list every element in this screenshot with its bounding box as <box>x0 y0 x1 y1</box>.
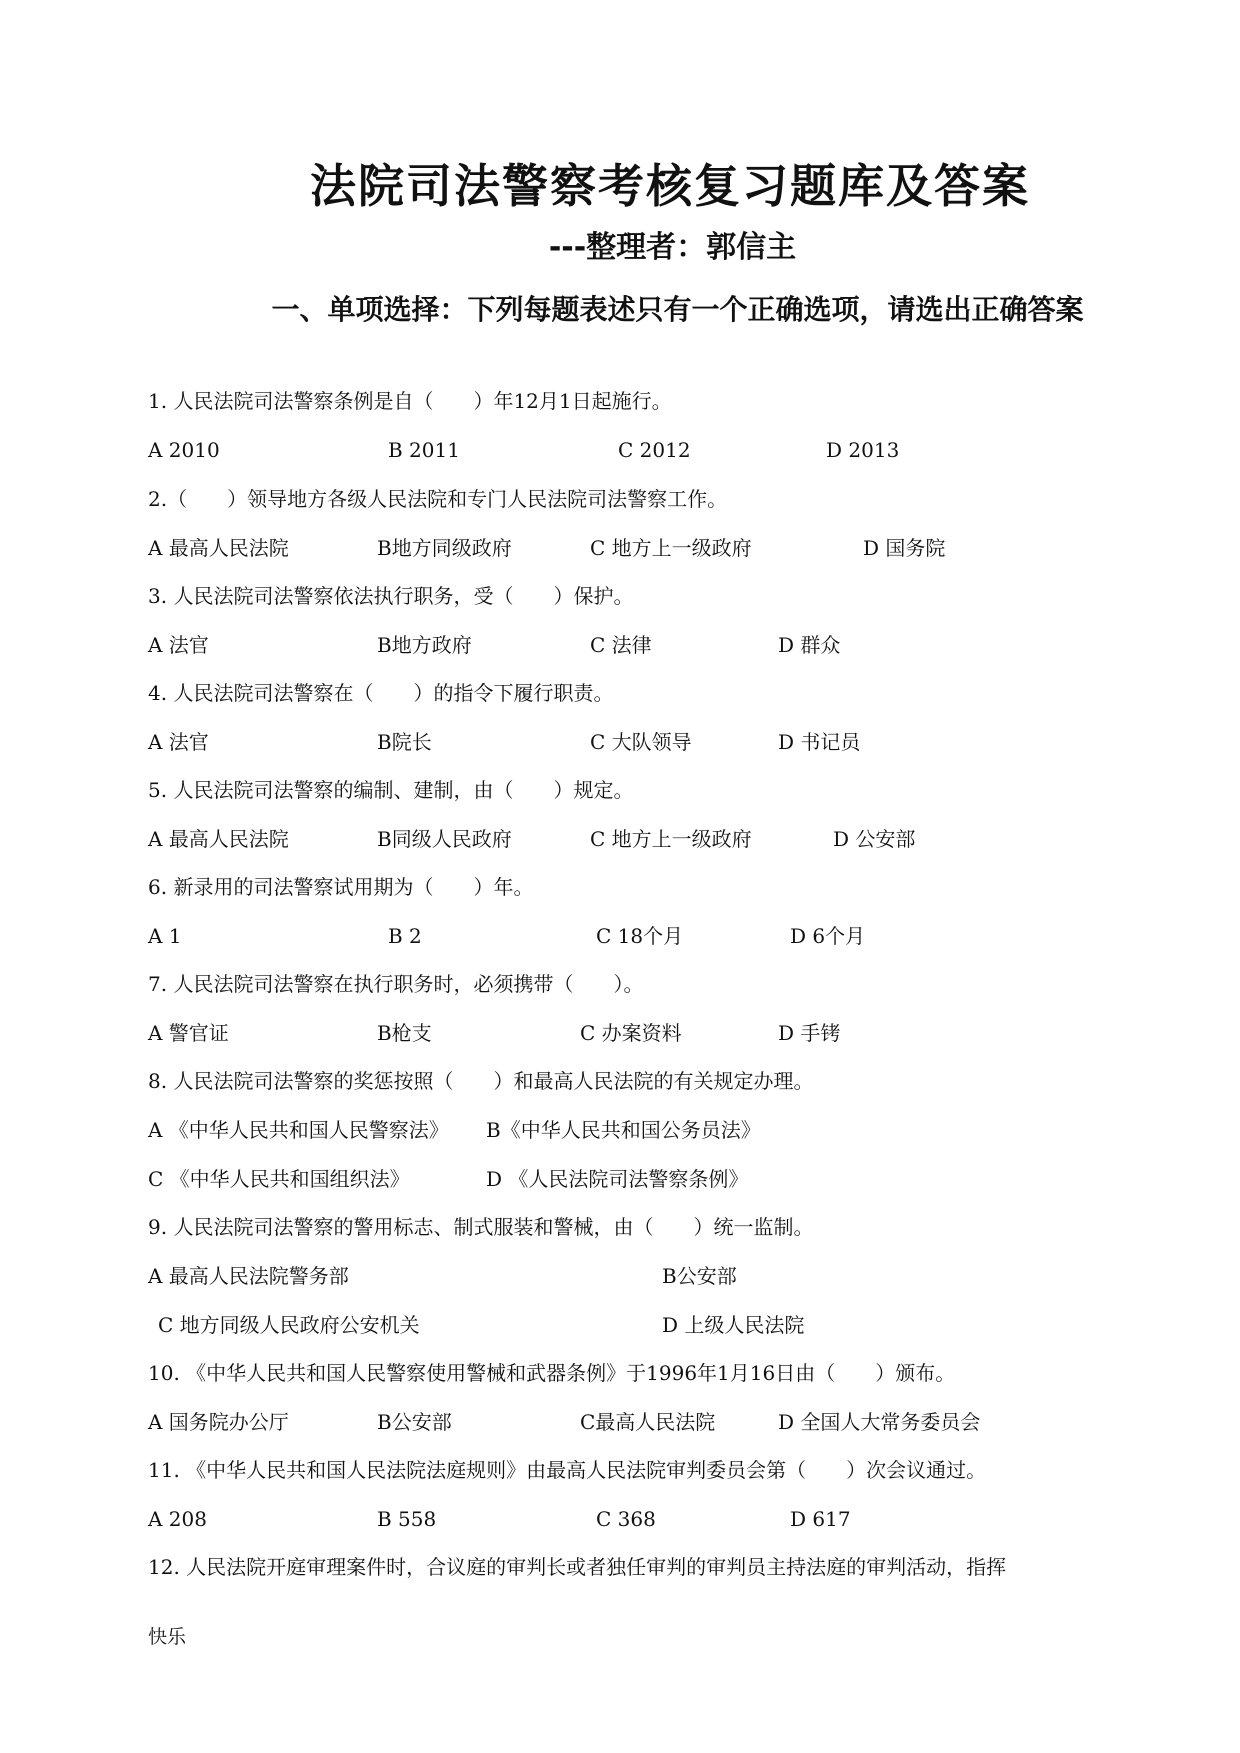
question-9: 9. 人民法院司法警察的警用标志、制式服装和警械，由（ ）统一监制。 <box>148 1215 814 1239</box>
q10-option-a: A 国务院办公厅 <box>148 1410 289 1434</box>
q7-option-a: A 警官证 <box>148 1021 229 1045</box>
question-1: 1. 人民法院司法警察条例是自（ ）年12月1日起施行。 <box>148 389 672 413</box>
q1-option-b: B 2011 <box>388 438 460 462</box>
q5-option-a: A 最高人民法院 <box>148 827 289 851</box>
q3-option-d: D 群众 <box>778 633 841 657</box>
q6-option-c: C 18个月 <box>596 924 684 948</box>
question-5: 5. 人民法院司法警察的编制、建制，由（ ）规定。 <box>148 778 634 802</box>
question-12: 12. 人民法院开庭审理案件时，合议庭的审判长或者独任审判的审判员主持法庭的审判活动，指挥 <box>148 1555 1007 1579</box>
q5-option-d: D 公安部 <box>833 827 916 851</box>
q6-option-a: A 1 <box>148 924 182 948</box>
q8-option-a: A 《中华人民共和国人民警察法》 <box>148 1118 449 1142</box>
q2-option-d: D 国务院 <box>863 536 946 560</box>
q7-option-d: D 手铐 <box>778 1021 841 1045</box>
q11-option-d: D 617 <box>790 1507 851 1531</box>
q9-option-d: D 上级人民法院 <box>662 1313 805 1337</box>
q5-option-c: C 地方上一级政府 <box>590 827 752 851</box>
q2-option-a: A 最高人民法院 <box>148 536 289 560</box>
question-6: 6. 新录用的司法警察试用期为（ ）年。 <box>148 875 534 899</box>
q9-option-b: B公安部 <box>662 1264 737 1288</box>
q4-option-c: C 大队领导 <box>590 730 692 754</box>
q4-option-b: B院长 <box>377 730 432 754</box>
q8-option-b: B《中华人民共和国公务员法》 <box>486 1118 761 1142</box>
q2-option-c: C 地方上一级政府 <box>590 536 752 560</box>
q11-option-a: A 208 <box>148 1507 207 1531</box>
q3-option-c: C 法律 <box>590 633 652 657</box>
q5-option-b: B同级人民政府 <box>377 827 512 851</box>
q6-option-b: B 2 <box>388 924 422 948</box>
q6-option-d: D 6个月 <box>790 924 866 948</box>
q10-option-b: B公安部 <box>377 1410 452 1434</box>
q3-option-a: A 法官 <box>148 633 209 657</box>
q1-option-d: D 2013 <box>826 438 900 462</box>
question-7: 7. 人民法院司法警察在执行职务时，必须携带（ ）。 <box>148 972 644 996</box>
q7-option-c: C 办案资料 <box>580 1021 682 1045</box>
q1-option-a: A 2010 <box>148 438 220 462</box>
page-footer: 快乐 <box>148 1626 187 1648</box>
q9-option-a: A 最高人民法院警务部 <box>148 1264 349 1288</box>
q3-option-b: B地方政府 <box>377 633 472 657</box>
q4-option-d: D 书记员 <box>778 730 861 754</box>
question-4: 4. 人民法院司法警察在（ ）的指令下履行职责。 <box>148 681 614 705</box>
question-8: 8. 人民法院司法警察的奖惩按照（ ）和最高人民法院的有关规定办理。 <box>148 1069 814 1093</box>
q11-option-c: C 368 <box>596 1507 656 1531</box>
q7-option-b: B枪支 <box>377 1021 432 1045</box>
compiler-line: ---整理者：郭信主 <box>548 230 797 265</box>
q9-option-c: C 地方同级人民政府公安机关 <box>158 1313 420 1337</box>
q10-option-d: D 全国人大常务委员会 <box>778 1410 981 1434</box>
q8-option-c: C 《中华人民共和国组织法》 <box>148 1167 410 1191</box>
q11-option-b: B 558 <box>377 1507 437 1531</box>
q8-option-d: D 《人民法院司法警察条例》 <box>486 1167 749 1191</box>
question-11: 11. 《中华人民共和国人民法院法庭规则》由最高人民法院审判委员会第（ ）次会议通过。 <box>148 1458 987 1482</box>
section-heading: 一、单项选择：下列每题表述只有一个正确选项，请选出正确答案 <box>271 293 1084 326</box>
question-3: 3. 人民法院司法警察依法执行职务，受（ ）保护。 <box>148 584 634 608</box>
q2-option-b: B地方同级政府 <box>377 536 512 560</box>
question-10: 10. 《中华人民共和国人民警察使用警械和武器条例》于1996年1月16日由（ ）颁布。 <box>148 1361 956 1385</box>
q1-option-c: C 2012 <box>618 438 691 462</box>
page-title: 法院司法警察考核复习题库及答案 <box>310 159 1030 213</box>
question-2: 2.（ ）领导地方各级人民法院和专门人民法院司法警察工作。 <box>148 487 728 511</box>
q10-option-c: C最高人民法院 <box>580 1410 716 1434</box>
q4-option-a: A 法官 <box>148 730 209 754</box>
